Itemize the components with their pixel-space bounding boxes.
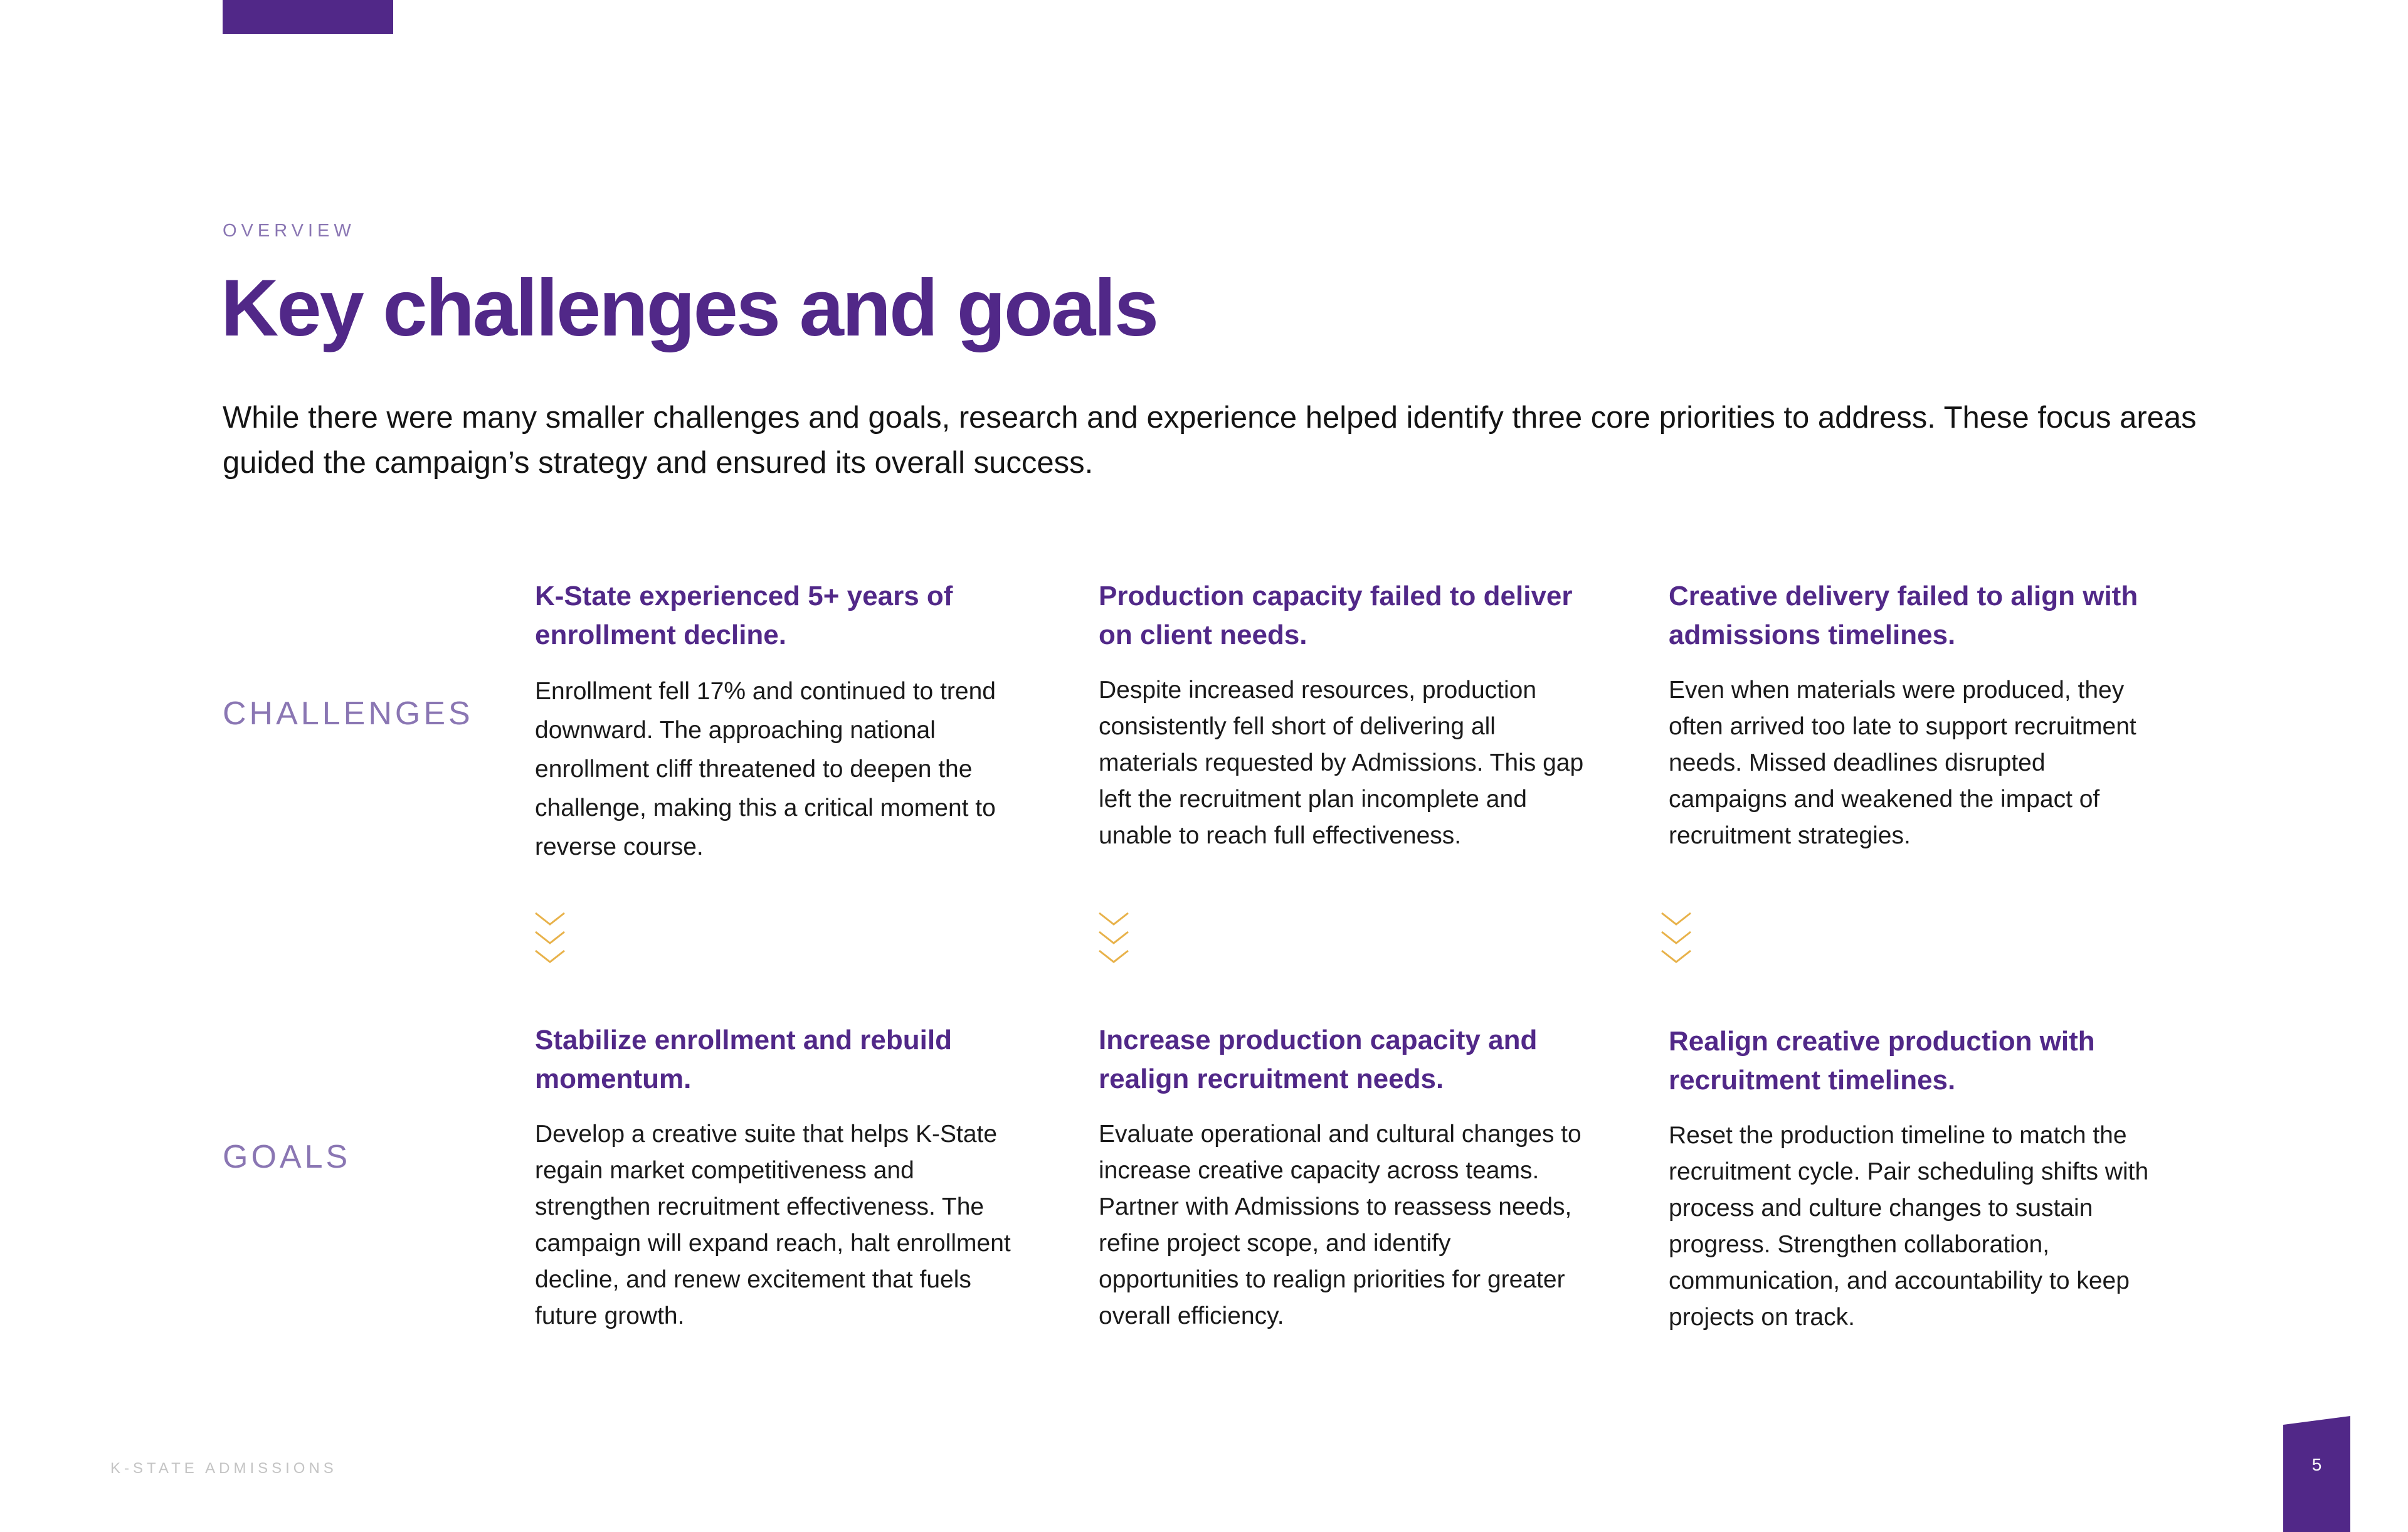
section-eyebrow: OVERVIEW	[223, 221, 356, 241]
chevrons-down-icon	[1097, 911, 1130, 966]
challenge-card-2	[1099, 577, 1588, 854]
challenge-body: Enrollment fell 17% and continued to trend downward. The approaching national enrollment cliff threatened to deepen the challenge, making this a critical moment to reverse course.	[535, 678, 996, 860]
footer-brand: K-STATE ADMISSIONS	[110, 1460, 337, 1477]
goals-label: GOALS	[223, 1139, 351, 1175]
goal-body: Reset the production timeline to match the recruitment cycle. Pair scheduling shifts with process and culture changes to sustain progress. Strengthen collaboration, communication, and accountability to keep projects on track.	[1669, 1122, 2149, 1331]
chevrons-down-icon	[1660, 911, 1692, 966]
goal-card-3	[1669, 1022, 2158, 1336]
page-number: 5	[2311, 1455, 2322, 1474]
challenge-card-3	[1669, 577, 2158, 854]
challenge-card-1	[535, 577, 999, 867]
challenge-body: Even when materials were produced, they often arrived too late to support recruitment needs. Missed deadlines disrupted campaigns and weakened the impact of recruitment strategies.	[1669, 677, 2136, 849]
goal-title: Stabilize enrollment and rebuild momentum.	[535, 1025, 952, 1094]
challenges-label: CHALLENGES	[223, 695, 473, 732]
challenge-title: Production capacity failed to deliver on client needs.	[1099, 581, 1573, 650]
goal-title: Realign creative production with recruitment timelines.	[1669, 1026, 2095, 1096]
challenge-title: Creative delivery failed to align with admissions timelines.	[1669, 581, 2138, 650]
top-accent-bar	[223, 0, 393, 34]
intro-paragraph: While there were many smaller challenges and goals, research and experience helped identify three core priorities to address. These focus areas guided the campaign’s strategy and ensured its overall success.	[223, 401, 2197, 480]
challenge-title: K-State experienced 5+ years of enrollment decline.	[535, 581, 953, 650]
challenge-body: Despite increased resources, production consistently fell short of delivering all materials requested by Admissions. This gap left the recruitment plan incomplete and unable to reach full effectiveness.	[1099, 677, 1584, 849]
goal-title: Increase production capacity and realign recruitment needs.	[1099, 1025, 1538, 1094]
goal-body: Develop a creative suite that helps K-State regain market competitiveness and strengthen recruitment effectiveness. The campaign will expand reach, halt enrollment decline, and renew excitement that fuels future growth.	[535, 1121, 1011, 1329]
page-title: Key challenges and goals	[221, 263, 1157, 353]
chevrons-down-icon	[534, 911, 566, 966]
goal-card-1	[535, 1021, 1024, 1334]
goal-card-2	[1099, 1021, 1588, 1334]
page-number-tab	[2283, 1416, 2350, 1532]
goal-body: Evaluate operational and cultural changes to increase creative capacity across teams. Partner with Admissions to reassess needs, refine project scope, and identify opportunities to realign priorities for greater overall efficiency.	[1099, 1121, 1582, 1329]
